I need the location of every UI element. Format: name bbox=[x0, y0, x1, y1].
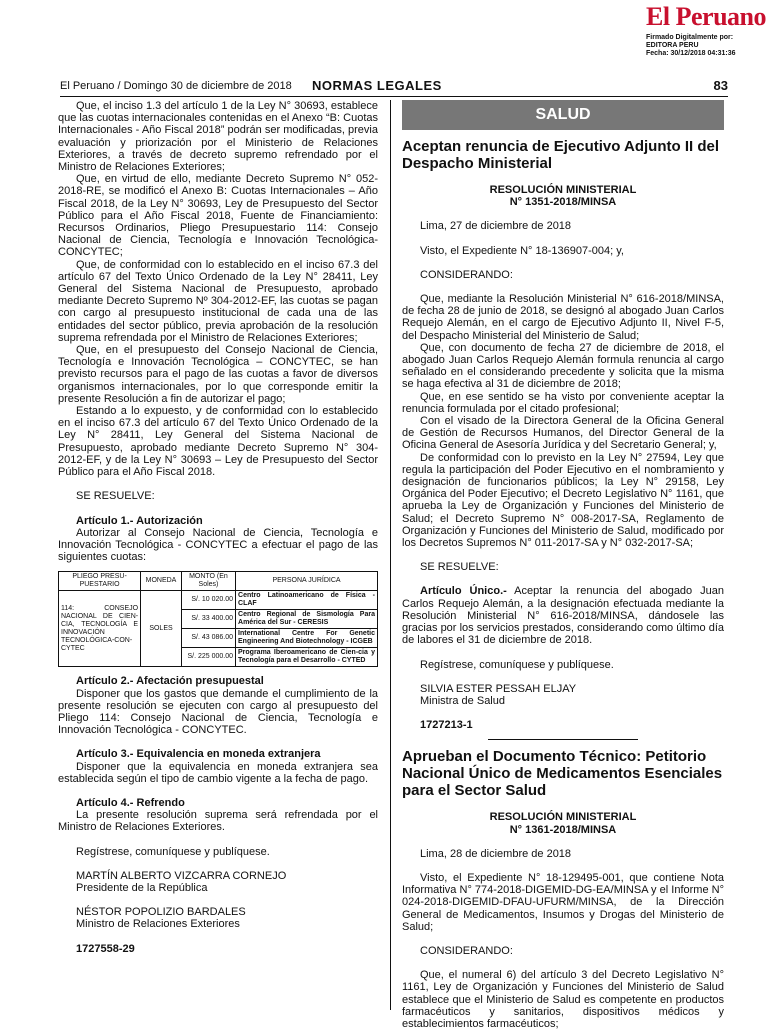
article-unique bbox=[402, 585, 724, 646]
paragraph: Que, en virtud de ello, mediante Decreto Supremo N° 052-2018-RE, se modificó el Anexo B: Cuotas Internacionales – Año Fiscal 2018, de la Ley N° 30693, Ley de Presupuesto del Sector Público para el Año Fiscal 2018, Fuente de Financiamiento: Recursos Ordinarios, Pliego Presupuestario 114: Consejo Nacional de Ciencia, Tecnología e Innovación Tecnológica-CONCYTEC; bbox=[58, 173, 378, 259]
resolution-label: RESOLUCIÓN MINISTERIAL bbox=[489, 811, 637, 824]
article-text: Aceptar la renuncia del abogado Juan Carlos Requejo Alemán, a la designación efectuada mediante la Resolución Ministerial N° 616-2018/MINSA, dándosele las gracias por los servicios prestados, considerando como último día de labores el 31 de diciembre de 2018. bbox=[402, 585, 724, 647]
document-date: Lima, 27 de diciembre de 2018 bbox=[420, 220, 572, 233]
signature-line: EDITORA PERU bbox=[646, 42, 699, 49]
header-section-title: NORMAS LEGALES bbox=[312, 78, 442, 93]
document-date: Lima, 28 de diciembre de 2018 bbox=[420, 847, 572, 860]
table-row bbox=[59, 591, 378, 610]
paragraph: De conformidad con lo previsto en la Ley N° 27594, Ley que regula la participación del Poder Ejecutivo en el nombramiento y designación de funcionarios públicos; la Ley N° 29158, Ley Orgánica del Poder Ejecutivo; el Decreto Legislativo N° 1161, que aprueba la Ley de Organización y Funciones del Ministerio de Salud; el Decreto Supremo N° 008-2017-SA, Reglamento de Organización y Funciones del Ministerio de Salud, modificado por los Decretos Supremos N° 011-2017-SA y N° 032-2017-SA; bbox=[402, 451, 724, 550]
se-resuelve: SE RESUELVE: bbox=[76, 490, 155, 503]
separator-line bbox=[488, 739, 638, 740]
document-title: Aprueban el Documento Técnico: Petitorio Nacional Único de Medicamentos Esenciales para el Sector Salud bbox=[402, 748, 723, 800]
article-text: Disponer que los gastos que demande el cumplimiento de la presente resolución se ejecuten con cargo al presupuesto del Pliego 114: Consejo Nacional de Ciencia, Tecnología e Innovación Tecnológica - CONCYTEC. bbox=[58, 687, 378, 737]
cuotas-table bbox=[58, 571, 378, 667]
article-heading: Artículo 3.- Equivalencia en moneda extranjera bbox=[76, 748, 321, 761]
visto: Visto, el Expediente N° 18-136907-004; y, bbox=[420, 244, 624, 257]
article-label: Artículo Único.- bbox=[420, 585, 507, 598]
paragraph: Que, mediante la Resolución Ministerial N° 616-2018/MINSA, de fecha 28 de junio de 2018, se designó al abogado Juan Carlos Requejo Alemán, en el cargo de Ejecutivo Adjunto II, Nivel F-5, del Despacho Ministerial del Ministerio de Salud; bbox=[402, 293, 724, 342]
article-text: Autorizar al Consejo Nacional de Ciencia, Tecnología e Innovación Tecnológica - CONCYTEC a efectuar el pago de las siguientes cuotas: bbox=[58, 526, 378, 564]
digital-signature-block bbox=[646, 34, 766, 58]
paragraph: Que, de conformidad con lo establecido en el inciso 67.3 del artículo 67 del Texto Único Ordenado de la Ley N° 28411, Ley General del Sistema Nacional de Presupuesto, aprobado mediante Decreto Supremo Nº 304-2012-EF, las cuotas se pagan con cargo al presupuesto institucional de cada una de las entidades del sector público, previa aprobación de la resolución suprema refrendada por el Ministro de Relaciones Exteriores; bbox=[58, 258, 378, 344]
paragraph: Que, con documento de fecha 27 de diciembre de 2018, el abogado Juan Carlos Requejo Alemán formula renuncia al cargo señalado en el considerando precedente y solicita que la misma se haga efectiva al 31 de diciembre de 2018; bbox=[402, 341, 724, 391]
table-header: PLIEGO PRESU-PUESTARIO bbox=[59, 572, 141, 591]
paragraph: Que, en ese sentido se ha visto por conveniente aceptar la renuncia formulada por el citado profesional; bbox=[402, 390, 724, 415]
page-header bbox=[60, 78, 728, 97]
table-header: PERSONA JURÍDICA bbox=[236, 572, 378, 591]
signature-line: Fecha: 30/12/2018 04:31:36 bbox=[646, 50, 736, 57]
page-number: 83 bbox=[713, 78, 728, 93]
table-cell-persona: International Centre For Genetic Engineering And Biotechnology - ICGEB bbox=[236, 629, 378, 648]
table-header: MONTO (En Soles) bbox=[181, 572, 235, 591]
signer-title: Presidente de la República bbox=[76, 881, 208, 894]
article-heading: Artículo 4.- Refrendo bbox=[76, 796, 185, 809]
registrese: Regístrese, comuníquese y publíquese. bbox=[420, 658, 614, 671]
table-cell-monto: S/. 225 000.00 bbox=[181, 648, 235, 667]
signer-name: NÉSTOR POPOLIZIO BARDALES bbox=[76, 906, 246, 919]
left-column bbox=[58, 100, 378, 955]
signer-title: Ministra de Salud bbox=[420, 694, 505, 707]
right-column bbox=[402, 100, 724, 1030]
article-text: La presente resolución suprema será refrendada por el Ministro de Relaciones Exteriores. bbox=[58, 809, 378, 834]
signature-line: Firmado Digitalmente por: bbox=[646, 34, 734, 41]
considerando: CONSIDERANDO: bbox=[420, 268, 513, 281]
resolution-number: N° 1361-2018/MINSA bbox=[509, 823, 617, 836]
table-header-row bbox=[59, 572, 378, 591]
paragraph: Que, en el presupuesto del Consejo Nacional de Ciencia, Tecnología e Innovación Tecnológica – CONCYTEC, se han previsto recursos para el pago de las cuotas a favor de diversos organismos internacionales, por lo que corresponde emitir la presente Resolución a fin de autorizar el pago; bbox=[58, 344, 378, 405]
paragraph: Estando a lo expuesto, y de conformidad con lo establecido en el inciso 67.3 del artículo 67 del Texto Único Ordenado de la Ley N° 28411, Ley General del Sistema Nacional de Presupuesto, aprobado mediante Decreto Supremo N° 304-2012-EF, y de la Ley N° 30693 – Ley de Presupuesto del Sector Público para el Año Fiscal 2018. bbox=[58, 405, 378, 479]
section-banner: SALUD bbox=[402, 100, 724, 130]
table-cell-monto: S/. 33 400.00 bbox=[181, 610, 235, 629]
table-cell-persona: Centro Latinoamericano de Física - CLAF bbox=[236, 591, 378, 610]
registrese: Regístrese, comuníquese y publíquese. bbox=[76, 845, 270, 858]
table-cell-persona: Centro Regional de Sismología Para América del Sur - CERESIS bbox=[236, 610, 378, 629]
table-cell-monto: S/. 43 086.00 bbox=[181, 629, 235, 648]
article-text: Disponer que la equivalencia en moneda extranjera sea establecida según el tipo de cambio vigente a la fecha de pago. bbox=[58, 760, 378, 785]
column-divider bbox=[390, 100, 391, 1010]
paragraph: Que, el inciso 1.3 del artículo 1 de la Ley N° 30693, establece que las cuotas internacionales contenidas en el Anexo “B: Cuotas Internacionales - Año Fiscal 2018” podrán ser modificadas, previa evaluación y priorización por el Ministerio de Relaciones Exteriores, a través de decreto supremo refrendado por el Ministro de Relaciones Exteriores; bbox=[58, 100, 378, 174]
resolution-label: RESOLUCIÓN MINISTERIAL bbox=[489, 184, 637, 196]
signer-name: SILVIA ESTER PESSAH ELJAY bbox=[420, 682, 577, 695]
se-resuelve: SE RESUELVE: bbox=[420, 561, 499, 574]
table-cell-pliego: 114: CONSEJO NACIONAL DE CIEN-CIA, TECNOLOGÍA E INNOVACIÓN TECNOLÓGICA-CON-CYTEC bbox=[59, 591, 141, 667]
header-publication-date: El Peruano / Domingo 30 de diciembre de 2018 bbox=[60, 80, 292, 92]
document-code: 1727213-1 bbox=[420, 719, 473, 732]
article-heading: Artículo 2.- Afectación presupuestal bbox=[76, 675, 264, 688]
table-cell-persona: Programa Iberoamericano de Cien-cia y Tecnología para el Desarrollo - CYTED bbox=[236, 648, 378, 667]
paragraph: Que, el numeral 6) del artículo 3 del Decreto Legislativo N° 1161, Ley de Organización y Funciones del Ministerio de Salud establece que el Ministerio de Salud es competente en productos farmacéuticos y sanitarios, dispositivos médicos y establecimientos farmacéuticos; bbox=[402, 969, 724, 1030]
el-peruano-logo: El Peruano bbox=[646, 2, 766, 31]
resolution-number: N° 1351-2018/MINSA bbox=[509, 196, 617, 209]
signer-name: MARTÍN ALBERTO VIZCARRA CORNEJO bbox=[76, 869, 287, 882]
table-cell-monto: S/. 10 020.00 bbox=[181, 591, 235, 610]
paragraph: Con el visado de la Directora General de la Oficina General de Gestión de Recursos Humanos, del Director General de la Oficina General de Asesoría Jurídica y del Secretario General; y, bbox=[402, 415, 724, 452]
signer-title: Ministro de Relaciones Exteriores bbox=[76, 918, 240, 931]
article-heading: Artículo 1.- Autorización bbox=[76, 514, 203, 527]
table-cell-moneda: SOLES bbox=[141, 591, 182, 667]
visto: Visto, el Expediente N° 18-129495-001, que contiene Nota Informativa N° 774-2018-DIGEMID-DG-EA/MINSA y el Informe N° 024-2018-DIGEMID-DFAU-UFURM/MINSA, de la Dirección General de Medicamentos, Insumos y Drogas del Ministerio de Salud; bbox=[402, 871, 724, 933]
document-title: Aceptan renuncia de Ejecutivo Adjunto II del Despacho Ministerial bbox=[402, 138, 719, 172]
document-code: 1727558-29 bbox=[76, 942, 135, 955]
table-header: MONEDA bbox=[141, 572, 182, 591]
considerando: CONSIDERANDO: bbox=[420, 944, 513, 957]
